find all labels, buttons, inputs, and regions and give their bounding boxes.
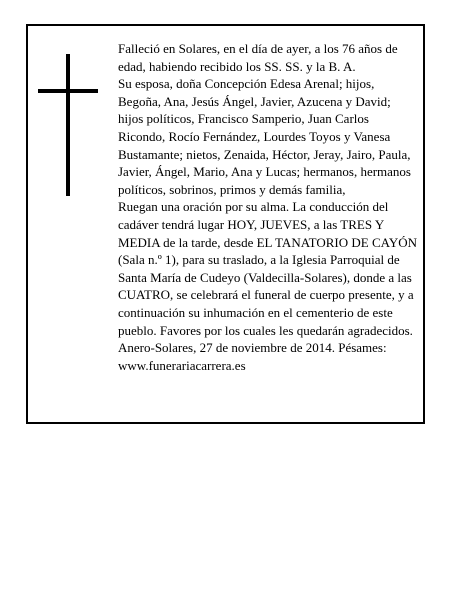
obituary-family-list: Su esposa, doña Concepción Edesa Arenal; hijos, Begoña, Ana, Jesús Ángel, Javier, Azucena y David; hijos políticos, Francisco Samperio, Juan Carlos Ricondo, Rocío Fernández, Lourdes Toyos y Vanesa Bustamante; nietos, Zenaida, Héctor, Jeray, Jairo, Paula, Javier, Ángel, Mario, Ana y Lucas; hermanos, hermanos políticos, sobrinos, primos y demás familia, <box>118 76 411 197</box>
obituary-text <box>118 40 418 374</box>
cross-icon-arm <box>38 89 98 93</box>
obituary-death-notice: Falleció en Solares, en el día de ayer, a los 76 años de edad, habiendo recibido los SS. SS. y la B. A. <box>118 41 398 74</box>
obituary-notice-frame <box>26 24 425 424</box>
obituary-place-date: Anero-Solares, 27 de noviembre de 2014. Pésames: www.funerariacarrera.es <box>118 340 387 373</box>
cross-icon <box>66 54 70 196</box>
obituary-funeral-details: Ruegan una oración por su alma. La conducción del cadáver tendrá lugar HOY, JUEVES, a las TRES Y MEDIA de la tarde, desde EL TANATORIO DE CAYÓN (Sala n.º 1), para su traslado, a la Iglesia Parroquial de Santa María de Cudeyo (Valdecilla-Solares), donde a las CUATRO, se celebrará el funeral de cuerpo presente, y a continuación su inhumación en el cementerio de este pueblo. Favores por los cuales les quedarán agradecidos. <box>118 199 417 338</box>
